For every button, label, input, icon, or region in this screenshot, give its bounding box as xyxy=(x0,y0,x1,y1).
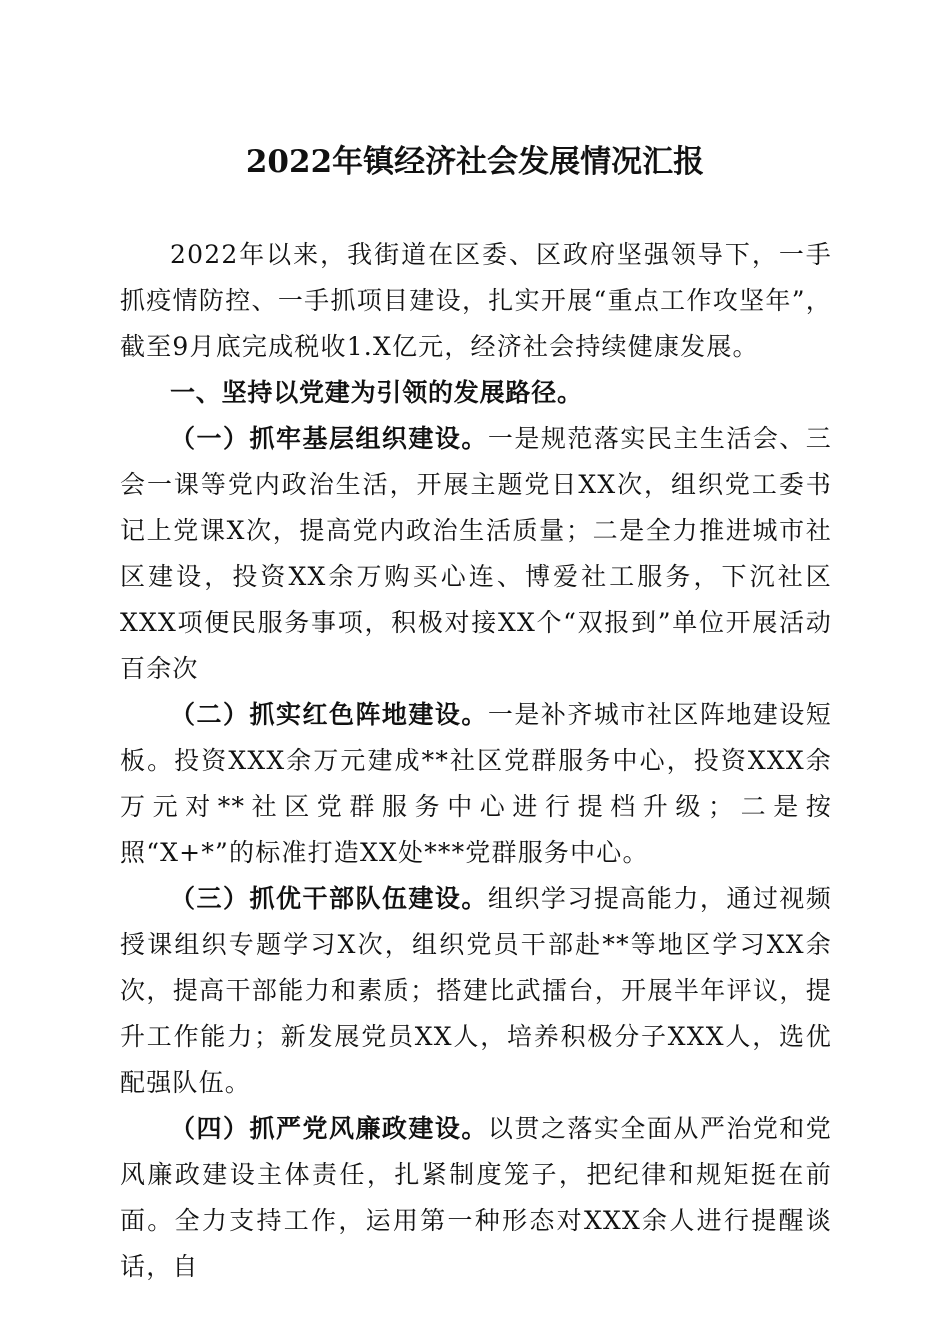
item-text-2: 一是补齐城市社区阵地建设短板。投资XXX余万元建成**社区党群服务中心，投资XXX余万元对**社区党群服务中心进行提档升级；二是按照“X+*”的标准打造XX处***党群服务中心。 xyxy=(120,700,832,867)
document-title: 2022年镇经济社会发展情况汇报 xyxy=(245,144,705,180)
item-paragraph-2 xyxy=(120,692,832,876)
item-paragraph-1 xyxy=(120,416,832,692)
intro-paragraph: 2022年以来，我街道在区委、区政府坚强领导下，一手抓疫情防控、一手抓项目建设，扎实开展“重点工作攻坚年”，截至9月底完成税收1.X亿元，经济社会持续健康发展。 xyxy=(120,240,832,361)
item-label-1: （一）抓牢基层组织建设。 xyxy=(170,424,488,453)
item-text-4: 以贯之落实全面从严治党和党风廉政建设主体责任，扎紧制度笼子，把纪律和规矩挺在前面。全力支持工作，运用第一种形态对XXX余人进行提醒谈话，自 xyxy=(120,1114,832,1281)
document-body xyxy=(120,232,832,1290)
item-label-2: （二）抓实红色阵地建设。 xyxy=(170,700,488,729)
item-text-3: 组织学习提高能力，通过视频授课组织专题学习X次，组织党员干部赴**等地区学习XX余次，提高干部能力和素质；搭建比武擂台，开展半年评议，提升工作能力；新发展党员XX人，培养积极分子XXX人，选优配强队伍。 xyxy=(120,884,832,1097)
item-label-4: （四）抓严党风廉政建设。 xyxy=(170,1114,488,1143)
item-paragraph-3 xyxy=(120,876,832,1106)
item-label-3: （三）抓优干部队伍建设。 xyxy=(170,884,488,913)
section-heading-1: 一、坚持以党建为引领的发展路径。 xyxy=(170,378,583,407)
item-text-1: 一是规范落实民主生活会、三会一课等党内政治生活，开展主题党日XX次，组织党工委书记上党课X次，提高党内政治生活质量；二是全力推进城市社区建设，投资XX余万购买心连、博爱社工服务，下沉社区XXX项便民服务事项，积极对接XX个“双报到”单位开展活动百余次 xyxy=(120,424,832,683)
item-paragraph-4 xyxy=(120,1106,832,1290)
